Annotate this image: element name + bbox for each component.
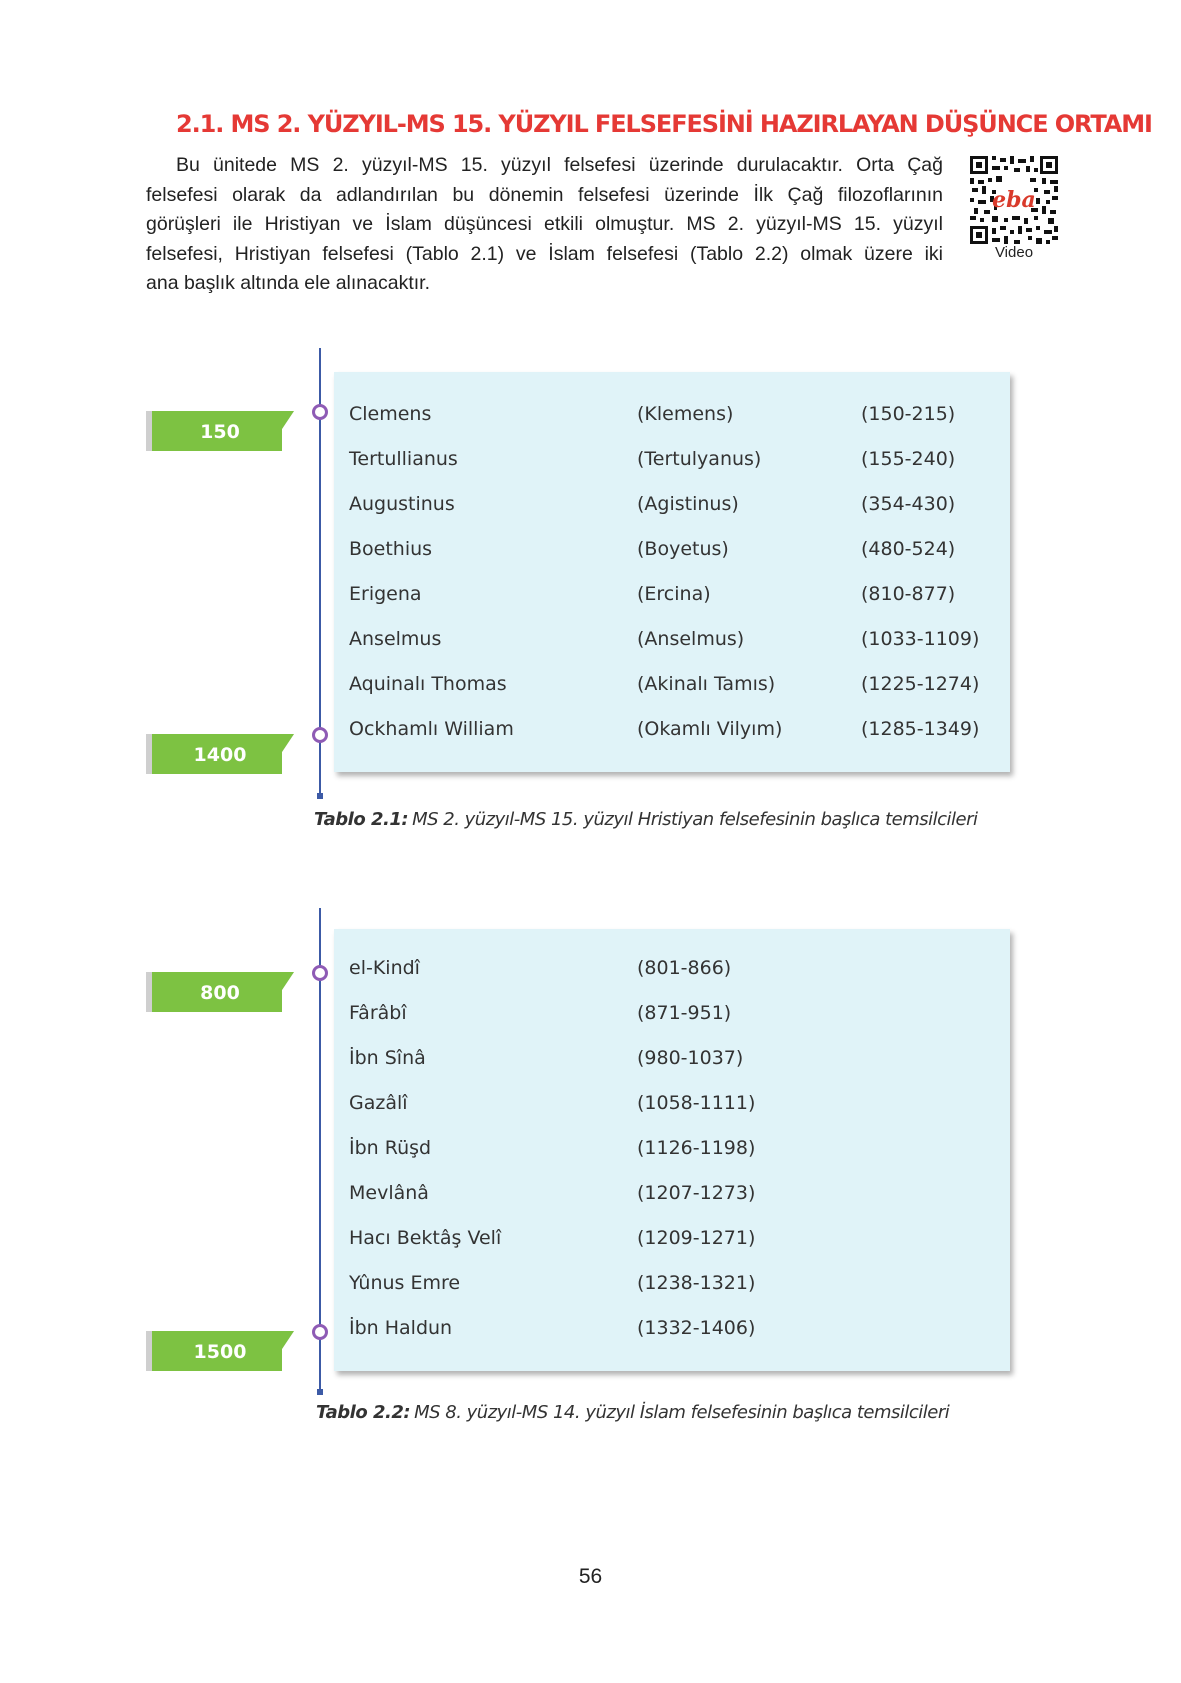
table-row	[334, 957, 1010, 987]
life-years: (1126-1198)	[637, 1137, 756, 1159]
philosopher-name: Boethius	[349, 538, 433, 560]
philosopher-name: İbn Haldun	[349, 1317, 453, 1339]
year-tag	[146, 972, 294, 1012]
philosopher-name: Erigena	[349, 583, 422, 605]
philosopher-name: Mevlânâ	[349, 1182, 429, 1204]
table-row	[334, 628, 1010, 658]
timeline-dot	[312, 404, 328, 420]
year-label: 1500	[193, 1341, 247, 1363]
life-years: (1285-1349)	[861, 718, 980, 740]
philosopher-name: İbn Rüşd	[349, 1137, 432, 1159]
intro-paragraph	[146, 151, 943, 299]
timeline-dot	[312, 727, 328, 743]
table-row	[334, 1092, 1010, 1122]
table-row	[334, 673, 1010, 703]
table-row	[334, 448, 1010, 478]
philosopher-name: Yûnus Emre	[349, 1272, 461, 1294]
table-row	[334, 718, 1010, 748]
philosopher-name: Gazâlî	[349, 1092, 408, 1114]
table-row	[334, 1047, 1010, 1077]
philosopher-name: Clemens	[349, 403, 432, 425]
intro-line: Bu ünitede MS 2. yüzyıl-MS 15. yüzyıl felsefesi üzerinde durulacaktır. Orta Çağ	[176, 154, 943, 176]
qr-code[interactable]	[970, 156, 1058, 244]
table-row	[334, 493, 1010, 523]
life-years: (155-240)	[861, 448, 956, 470]
timeline-dot	[312, 965, 328, 981]
table-row	[334, 1002, 1010, 1032]
table-row	[334, 1317, 1010, 1347]
life-years: (1209-1271)	[637, 1227, 756, 1249]
life-years: (150-215)	[861, 403, 956, 425]
year-tag	[146, 734, 294, 774]
life-years: (980-1037)	[637, 1047, 744, 1069]
year-label: 800	[200, 982, 240, 1004]
qr-code-icon	[970, 156, 1058, 244]
table-row	[334, 1227, 1010, 1257]
philosopher-name: Fârâbî	[349, 1002, 407, 1024]
life-years: (1033-1109)	[861, 628, 980, 650]
table-row	[334, 403, 1010, 433]
intro-line: ana başlık altında ele alınacaktır.	[146, 272, 431, 294]
life-years: (480-524)	[861, 538, 956, 560]
life-years: (1225-1274)	[861, 673, 980, 695]
philosopher-name: Tertullianus	[349, 448, 458, 470]
caption-label: Tablo 2.1:	[314, 809, 409, 830]
philosopher-name: Ockhamlı William	[349, 718, 514, 740]
table-row	[334, 1182, 1010, 1212]
year-tag	[146, 1331, 294, 1371]
pronunciation: (Boyetus)	[637, 538, 729, 560]
pronunciation: (Anselmus)	[637, 628, 745, 650]
table-row	[334, 1272, 1010, 1302]
caption-label: Tablo 2.2:	[316, 1402, 411, 1423]
pronunciation: (Okamlı Vilyım)	[637, 718, 783, 740]
table-caption	[314, 809, 978, 830]
life-years: (1207-1273)	[637, 1182, 756, 1204]
philosopher-name: Anselmus	[349, 628, 442, 650]
life-years: (354-430)	[861, 493, 956, 515]
philosopher-name: Augustinus	[349, 493, 455, 515]
christian-philosophers-table	[334, 372, 1010, 772]
life-years: (1332-1406)	[637, 1317, 756, 1339]
table-row	[334, 538, 1010, 568]
life-years: (801-866)	[637, 957, 732, 979]
caption-text: MS 2. yüzyıl-MS 15. yüzyıl Hristiyan felsefesinin başlıca temsilcileri	[412, 809, 978, 830]
year-label: 150	[200, 421, 240, 443]
year-label: 1400	[193, 744, 247, 766]
life-years: (1238-1321)	[637, 1272, 756, 1294]
life-years: (871-951)	[637, 1002, 732, 1024]
philosopher-name: İbn Sînâ	[349, 1047, 426, 1069]
pronunciation: (Klemens)	[637, 403, 734, 425]
qr-caption: Video	[994, 244, 1034, 261]
timeline-end-marker	[317, 1389, 323, 1395]
timeline-dot	[312, 1324, 328, 1340]
intro-line: felsefesi, Hristiyan felsefesi (Tablo 2.1) ve İslam felsefesi (Tablo 2.2) olmak üzere iki	[146, 242, 943, 265]
philosopher-name: el-Kindî	[349, 957, 420, 979]
pronunciation: (Tertulyanus)	[637, 448, 762, 470]
intro-line: görüşleri ile Hristiyan ve İslam düşüncesi etkili olmuştur. MS 2. yüzyıl-MS 15. yüzyıl	[146, 213, 943, 235]
table-row	[334, 583, 1010, 613]
pronunciation: (Ercina)	[637, 583, 711, 605]
table-caption	[316, 1402, 949, 1423]
timeline-end-marker	[317, 793, 323, 799]
year-tag	[146, 411, 294, 451]
islamic-philosophers-table	[334, 929, 1010, 1371]
life-years: (810-877)	[861, 583, 956, 605]
caption-text: MS 8. yüzyıl-MS 14. yüzyıl İslam felsefesinin başlıca temsilcileri	[414, 1402, 950, 1423]
pronunciation: (Agistinus)	[637, 493, 739, 515]
intro-line: felsefesi olarak da adlandırılan bu dönemin felsefesi üzerinde İlk Çağ filozoflarının	[146, 183, 943, 206]
eba-logo-text: eba	[992, 187, 1036, 213]
philosopher-name: Aquinalı Thomas	[349, 673, 507, 695]
pronunciation: (Akinalı Tamıs)	[637, 673, 776, 695]
page-number: 56	[578, 1565, 603, 1588]
section-title: 2.1. MS 2. YÜZYIL-MS 15. YÜZYIL FELSEFESİNİ HAZIRLAYAN DÜŞÜNCE ORTAMI	[176, 110, 1152, 138]
table-row	[334, 1137, 1010, 1167]
philosopher-name: Hacı Bektâş Velî	[349, 1227, 502, 1249]
life-years: (1058-1111)	[637, 1092, 756, 1114]
